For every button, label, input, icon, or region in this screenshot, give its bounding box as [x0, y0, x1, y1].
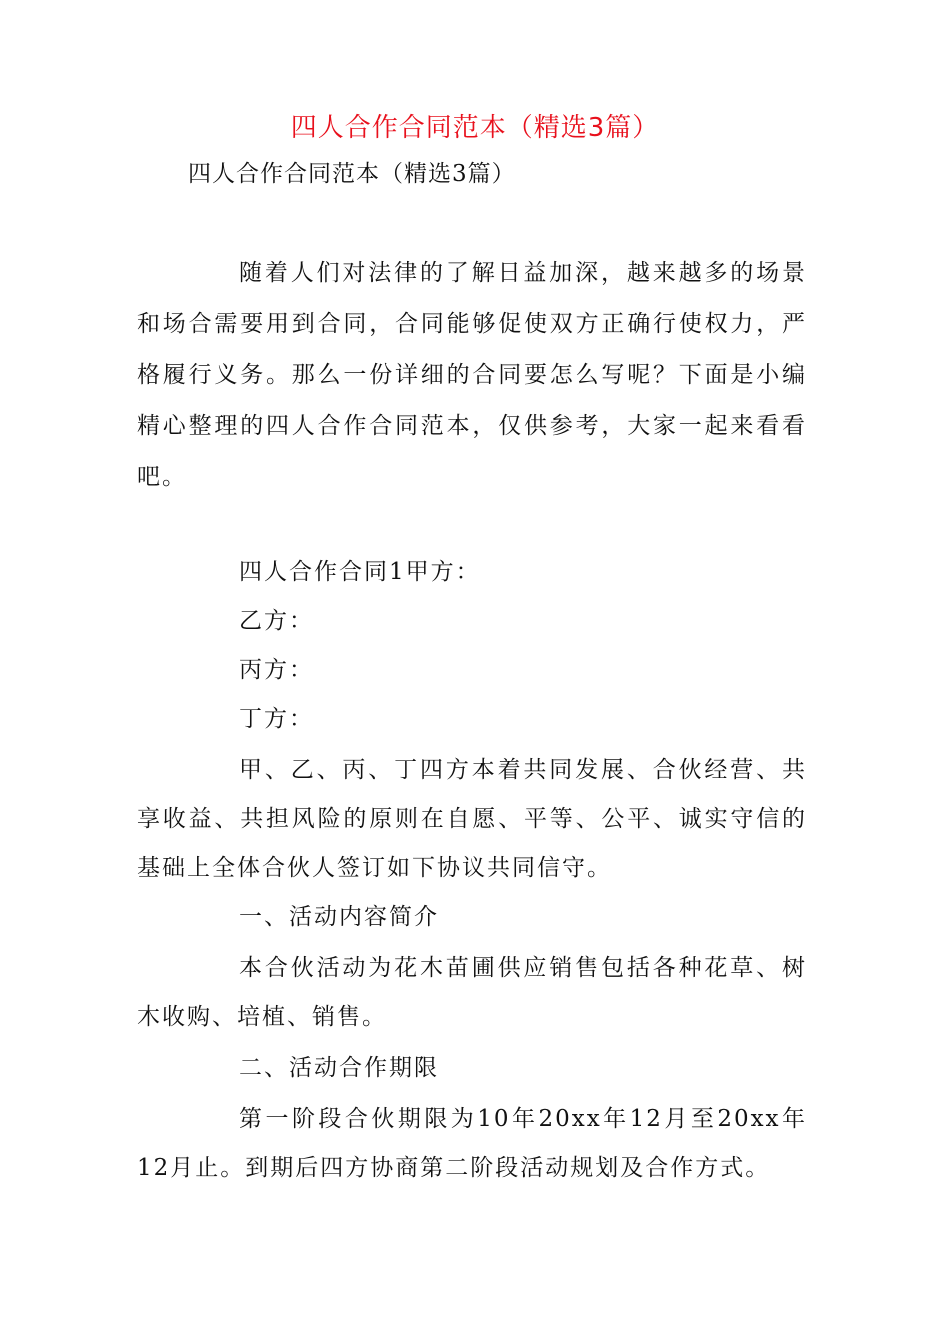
document-title: 四人合作合同范本（精选3篇）: [290, 113, 660, 143]
party-d-line: 丁方：: [239, 706, 314, 732]
agreement-paragraph: 甲、乙、丙、丁四方本着共同发展、合伙经营、共享收益、共担风险的原则在自愿、平等、公平、诚实守信的基础上全体合伙人签订如下协议共同信守。: [137, 757, 807, 881]
party-b-line: 乙方：: [239, 608, 314, 634]
section1-body: 本合伙活动为花木苗圃供应销售包括各种花草、树木收购、培植、销售。: [137, 955, 807, 1030]
section2-heading: 二、活动合作期限: [239, 1055, 439, 1081]
section1-heading: 一、活动内容简介: [239, 904, 439, 930]
section2-body: 第一阶段合伙期限为10年20xx年12月至20xx年12月止。到期后四方协商第二阶段活动规划及合作方式。: [137, 1106, 807, 1181]
party-c-line: 丙方：: [239, 657, 314, 683]
intro-paragraph: 随着人们对法律的了解日益加深，越来越多的场景和场合需要用到合同，合同能够促使双方正确行使权力，严格履行义务。那么一份详细的合同要怎么写呢？下面是小编精心整理的四人合作合同范本，仅供参考，大家一起来看看吧。: [137, 260, 807, 490]
contract1-heading: 四人合作合同1甲方：: [239, 559, 481, 585]
document-subtitle: 四人合作合同范本（精选3篇）: [188, 161, 516, 187]
